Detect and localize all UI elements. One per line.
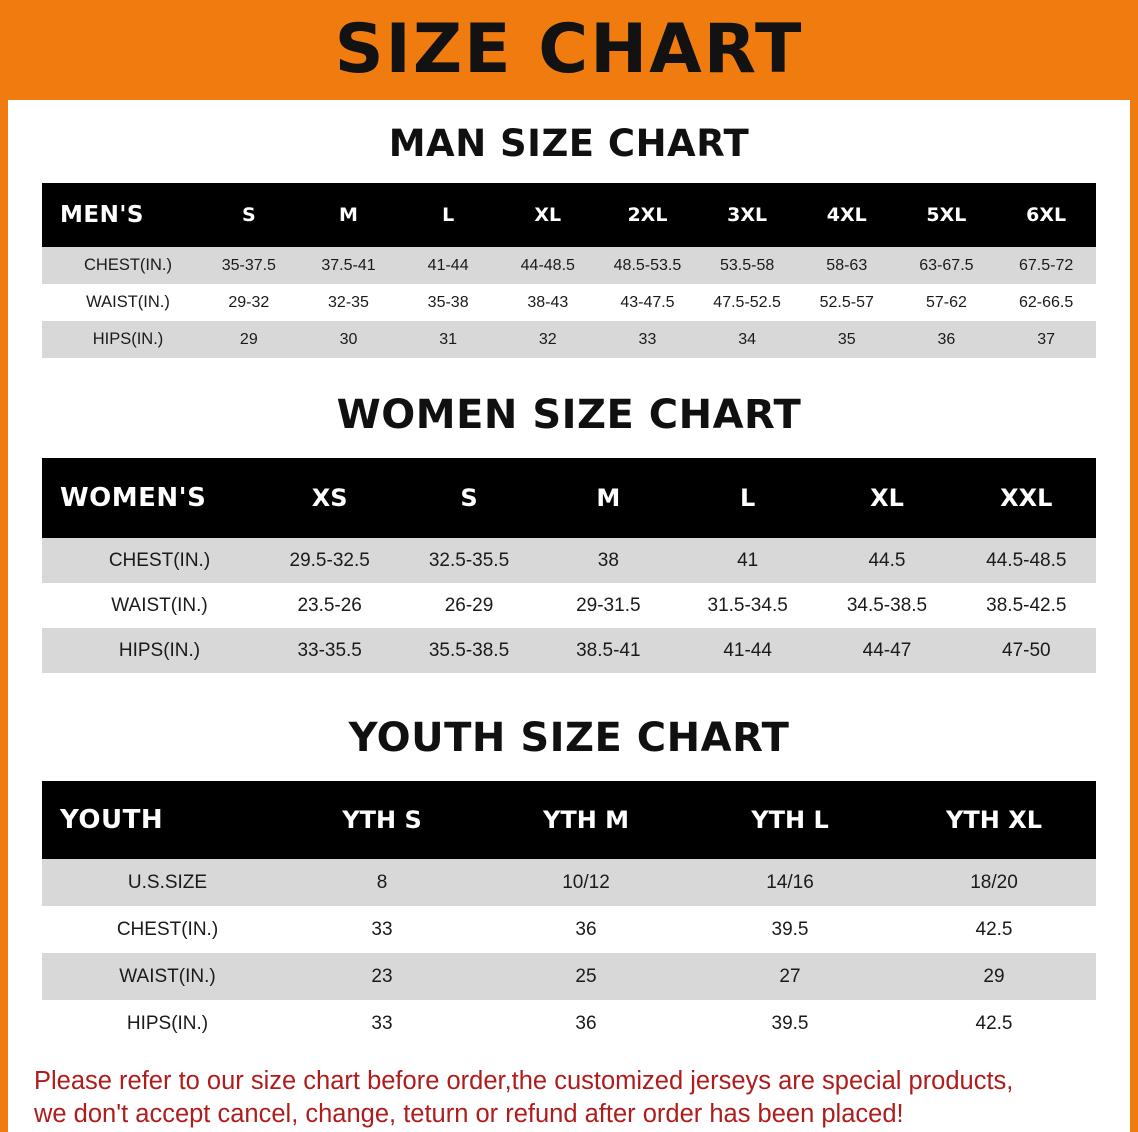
policy-note-line1: Please refer to our size chart before order,the customized jerseys are special products, <box>34 1067 1014 1095</box>
table-cell: 44-48.5 <box>498 247 598 284</box>
row-label: HIPS(IN.) <box>42 1000 280 1047</box>
table-cell: 10/12 <box>484 859 688 906</box>
man-table-wrap <box>42 183 1096 358</box>
table-cell: 36 <box>897 321 997 358</box>
column-header: 2XL <box>598 183 698 247</box>
column-header: YTH XL <box>892 781 1096 859</box>
column-header: XL <box>817 458 956 538</box>
column-header: 5XL <box>897 183 997 247</box>
table-cell: 23.5-26 <box>260 583 399 628</box>
table-cell: 42.5 <box>892 1000 1096 1047</box>
table-cell: 36 <box>484 906 688 953</box>
table-cell: 33 <box>280 906 484 953</box>
table-row <box>42 583 1096 628</box>
man-section-title: MAN SIZE CHART <box>388 122 750 165</box>
table-cell: 62-66.5 <box>996 284 1096 321</box>
table-cell: 18/20 <box>892 859 1096 906</box>
column-header: 3XL <box>697 183 797 247</box>
table-cell: 23 <box>280 953 484 1000</box>
table-cell: 8 <box>280 859 484 906</box>
women-section-title: WOMEN SIZE CHART <box>336 392 802 438</box>
table-cell: 33 <box>280 1000 484 1047</box>
table-row <box>42 859 1096 906</box>
table-cell: 52.5-57 <box>797 284 897 321</box>
row-label: CHEST(IN.) <box>42 538 260 583</box>
table-cell: 44-47 <box>817 628 956 673</box>
row-label: HIPS(IN.) <box>42 628 260 673</box>
table-cell: 41 <box>678 538 817 583</box>
table-cell: 32-35 <box>299 284 399 321</box>
table-cell: 33-35.5 <box>260 628 399 673</box>
table-cell: 38-43 <box>498 284 598 321</box>
table-cell: 63-67.5 <box>897 247 997 284</box>
policy-note <box>34 1065 1104 1130</box>
table-cell: 47-50 <box>957 628 1096 673</box>
youth-size-table <box>42 781 1096 1047</box>
row-label: HIPS(IN.) <box>42 321 199 358</box>
column-header: L <box>678 458 817 538</box>
column-header: 4XL <box>797 183 897 247</box>
table-cell: 25 <box>484 953 688 1000</box>
table-cell: 48.5-53.5 <box>598 247 698 284</box>
table-cell: 31.5-34.5 <box>678 583 817 628</box>
table-cell: 34 <box>697 321 797 358</box>
table-cell: 38.5-42.5 <box>957 583 1096 628</box>
table-cell: 38.5-41 <box>539 628 678 673</box>
column-header: M <box>539 458 678 538</box>
table-cell: 35-37.5 <box>199 247 299 284</box>
column-header: WOMEN'S <box>42 458 260 538</box>
table-cell: 39.5 <box>688 1000 892 1047</box>
table-row <box>42 538 1096 583</box>
row-label: U.S.SIZE <box>42 859 280 906</box>
table-cell: 37 <box>996 321 1096 358</box>
table-row <box>42 284 1096 321</box>
table-cell: 42.5 <box>892 906 1096 953</box>
table-row <box>42 321 1096 358</box>
column-header: YTH L <box>688 781 892 859</box>
table-header-row <box>42 781 1096 859</box>
women-table-wrap <box>42 458 1096 673</box>
table-cell: 41-44 <box>678 628 817 673</box>
table-cell: 34.5-38.5 <box>817 583 956 628</box>
table-cell: 29 <box>892 953 1096 1000</box>
table-row <box>42 953 1096 1000</box>
table-cell: 58-63 <box>797 247 897 284</box>
column-header: L <box>398 183 498 247</box>
column-header: YTH S <box>280 781 484 859</box>
table-cell: 41-44 <box>398 247 498 284</box>
row-label: WAIST(IN.) <box>42 284 199 321</box>
table-cell: 37.5-41 <box>299 247 399 284</box>
row-label: CHEST(IN.) <box>42 906 280 953</box>
column-header: S <box>199 183 299 247</box>
table-cell: 39.5 <box>688 906 892 953</box>
table-cell: 38 <box>539 538 678 583</box>
table-row <box>42 628 1096 673</box>
table-cell: 29 <box>199 321 299 358</box>
table-header-row <box>42 458 1096 538</box>
table-cell: 29.5-32.5 <box>260 538 399 583</box>
table-cell: 43-47.5 <box>598 284 698 321</box>
women-size-table <box>42 458 1096 673</box>
column-header: XXL <box>957 458 1096 538</box>
table-cell: 26-29 <box>399 583 538 628</box>
table-cell: 36 <box>484 1000 688 1047</box>
table-cell: 35 <box>797 321 897 358</box>
page-banner <box>0 0 1138 100</box>
column-header: XS <box>260 458 399 538</box>
table-cell: 33 <box>598 321 698 358</box>
table-cell: 67.5-72 <box>996 247 1096 284</box>
column-header: YOUTH <box>42 781 280 859</box>
table-cell: 44.5-48.5 <box>957 538 1096 583</box>
table-cell: 32 <box>498 321 598 358</box>
column-header: S <box>399 458 538 538</box>
column-header: 6XL <box>996 183 1096 247</box>
table-cell: 53.5-58 <box>697 247 797 284</box>
table-cell: 32.5-35.5 <box>399 538 538 583</box>
table-cell: 44.5 <box>817 538 956 583</box>
table-cell: 27 <box>688 953 892 1000</box>
column-header: XL <box>498 183 598 247</box>
table-cell: 29-32 <box>199 284 299 321</box>
column-header: MEN'S <box>42 183 199 247</box>
table-row <box>42 247 1096 284</box>
policy-note-line2: we don't accept cancel, change, teturn or refund after order has been placed! <box>34 1099 904 1128</box>
row-label: CHEST(IN.) <box>42 247 199 284</box>
table-cell: 29-31.5 <box>539 583 678 628</box>
table-cell: 30 <box>299 321 399 358</box>
table-header-row <box>42 183 1096 247</box>
table-cell: 47.5-52.5 <box>697 284 797 321</box>
column-header: YTH M <box>484 781 688 859</box>
man-size-table <box>42 183 1096 358</box>
row-label: WAIST(IN.) <box>42 953 280 1000</box>
table-row <box>42 1000 1096 1047</box>
youth-section-title: YOUTH SIZE CHART <box>348 715 790 761</box>
table-cell: 14/16 <box>688 859 892 906</box>
table-row <box>42 906 1096 953</box>
table-cell: 31 <box>398 321 498 358</box>
column-header: M <box>299 183 399 247</box>
table-cell: 35-38 <box>398 284 498 321</box>
row-label: WAIST(IN.) <box>42 583 260 628</box>
table-cell: 57-62 <box>897 284 997 321</box>
table-cell: 35.5-38.5 <box>399 628 538 673</box>
page-title: SIZE CHART <box>334 10 804 89</box>
youth-table-wrap <box>42 781 1096 1047</box>
